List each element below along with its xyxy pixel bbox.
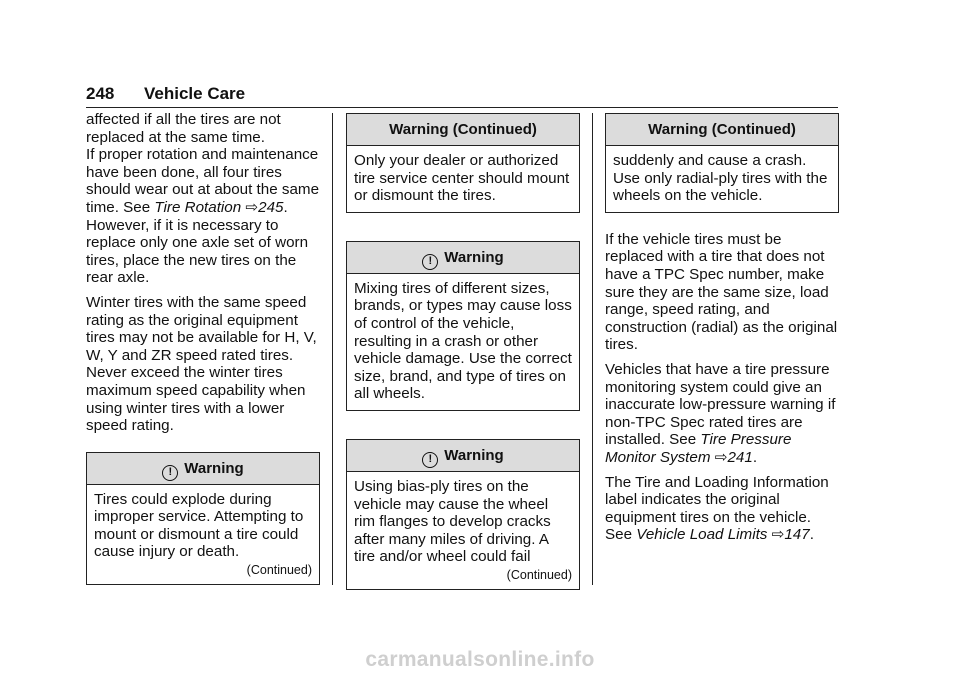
warning-box: [86, 452, 320, 585]
watermark: carmanualsonline.info: [365, 648, 595, 671]
column-divider: [332, 113, 333, 585]
warning-text: Mixing tires of different sizes, brands, or types may cause loss of control of the vehicle, resulting in a crash or other vehicle damage. Use the correct size, brand, and type of tires on all wheels.: [354, 279, 572, 403]
text: .: [809, 526, 814, 544]
warning-box: [346, 113, 580, 213]
warning-box: [346, 439, 580, 590]
text: Vehicles that have a tire pressure monitoring system could give an inaccurate low-pressure warning if non-TPC Spec rated tires are installed. See: [605, 360, 836, 449]
page-header: [86, 84, 245, 104]
warning-header: [347, 242, 579, 274]
text: . However, if it is necessary to replace only one axle set of worn tires, place the new tires on the rear axle.: [86, 198, 309, 287]
warning-title: Warning (Continued): [347, 114, 579, 146]
page-number: 248: [86, 84, 115, 103]
paragraph: [605, 361, 839, 467]
xref-arrow-icon: ⇨: [714, 448, 728, 466]
warning-text: suddenly and cause a crash. Use only radial-ply tires with the wheels on the vehicle.: [613, 152, 828, 205]
xref-arrow-icon: ⇨: [771, 526, 785, 544]
warning-body: [347, 472, 579, 589]
warning-title: Warning: [444, 446, 504, 464]
xref-arrow-icon: ⇨: [245, 198, 259, 216]
column-2: [346, 103, 580, 590]
section-title: Vehicle Care: [144, 84, 246, 103]
column-divider: [592, 113, 593, 585]
column-1: [86, 111, 320, 585]
warning-box: [346, 241, 580, 411]
warning-circle-icon: !: [162, 465, 178, 481]
warning-header: [347, 440, 579, 472]
xref-page[interactable]: 241: [727, 448, 753, 466]
paragraph: [605, 474, 839, 544]
continued-label: (Continued): [506, 567, 572, 582]
warning-circle-icon: !: [422, 452, 438, 468]
column-3: [605, 103, 839, 551]
warning-text: Using bias-ply tires on the vehicle may cause the wheel rim flanges to develop cracks after many miles of driving. A tire and/or wheel could fail: [354, 477, 551, 566]
paragraph: If the vehicle tires must be replaced with a tire that does not have a TPC Spec number, make sure they are the same size, load range, speed rating, and construction (radial) as the original tires.: [605, 230, 838, 354]
xref-link[interactable]: Tire Rotation: [154, 198, 242, 216]
warning-circle-icon: !: [422, 254, 438, 270]
text: If proper rotation and maintenance have been done, all four tires should wear out at about the same time. See: [86, 146, 320, 216]
xref-page[interactable]: 147: [784, 526, 810, 544]
text: .: [752, 448, 758, 466]
xref-link[interactable]: Tire Pressure Monitor System: [605, 431, 792, 466]
warning-text: Tires could explode during improper service. Attempting to mount or dismount a tire could cause injury or death.: [94, 490, 304, 561]
warning-title: Warning: [444, 248, 504, 266]
paragraph: Winter tires with the same speed rating as the original equipment tires may not be available for H, V, W, Y and ZR speed rated tires. Never exceed the winter tires maximum speed capability when using winter tires with a lower speed rating.: [86, 293, 317, 435]
xref-page[interactable]: 245: [258, 198, 284, 216]
warning-box: [605, 113, 839, 213]
warning-title: Warning: [184, 459, 244, 477]
warning-body: [87, 485, 319, 584]
paragraph: affected if all the tires are not replaced at the same time.: [86, 111, 281, 146]
warning-header: [87, 453, 319, 485]
warning-title: Warning (Continued): [606, 114, 838, 146]
text: The Tire and Loading Information label indicates the original equipment tires on the vehicle. See: [605, 473, 829, 544]
paragraph: [86, 146, 320, 287]
warning-text: Only your dealer or authorized tire service center should mount or dismount the tires.: [354, 152, 570, 205]
continued-label: (Continued): [246, 563, 312, 578]
xref-link[interactable]: Vehicle Load Limits: [636, 526, 768, 544]
